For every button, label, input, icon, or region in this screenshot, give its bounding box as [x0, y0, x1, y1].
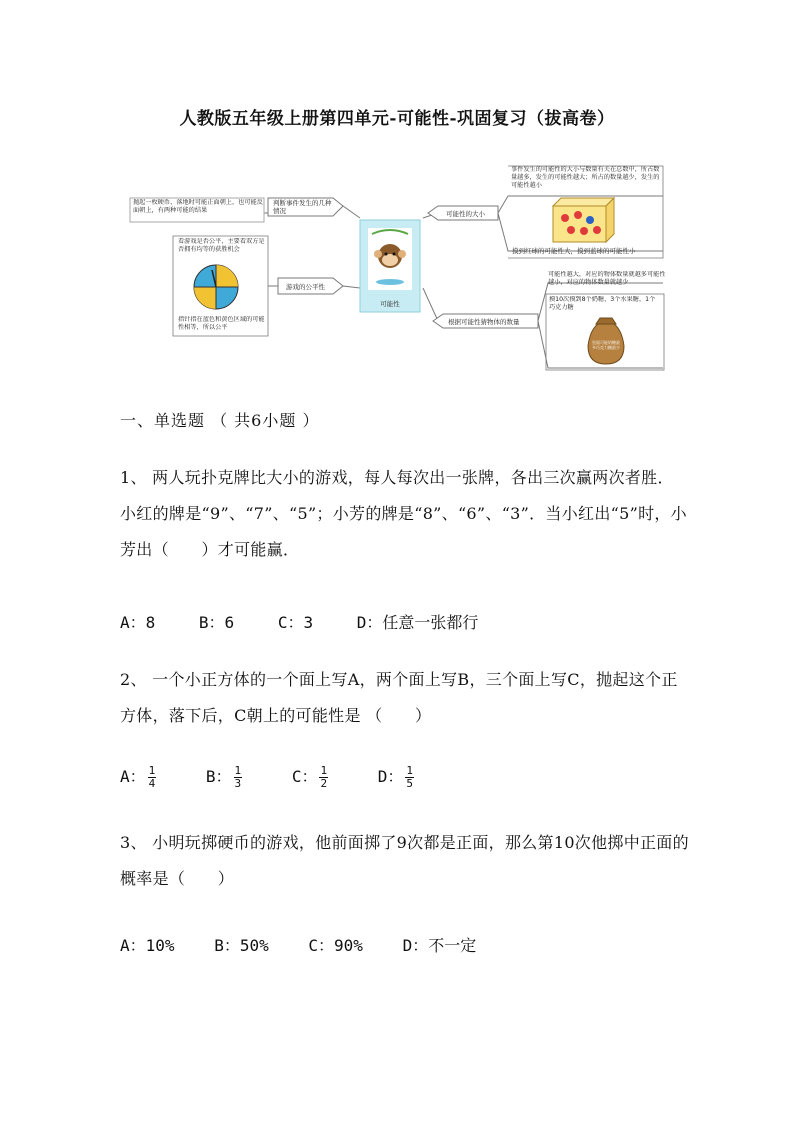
mind-map-center-node: [360, 220, 420, 312]
page-title: 人教版五年级上册第四单元-可能性-巩固复习（拔高卷）: [179, 109, 615, 129]
branch-note-top: 可能性越大，对应的物体数量就越多可能性越小，对应的物体数量就越少: [548, 271, 666, 286]
mind-map-center-label: 可能性: [380, 300, 400, 308]
left-branch-fairness: [173, 236, 343, 336]
option-a: A：8: [120, 613, 156, 632]
branch-note: 抛起一枚硬币，落地时可能正面朝上，也可能反面朝上，有两种可能的结果: [133, 199, 263, 214]
question-2: 2、 一个小正方体的一个面上写A，两个面上写B，三个面上写C，抛起这个正方体，落下后，C朝上的可能性是 （ ）: [120, 670, 678, 725]
option-b: B：6: [198, 613, 235, 632]
spinner-illustration: [194, 265, 238, 309]
branch-label: 根据可能性猜物体的数量: [448, 318, 520, 326]
branch-label: 判断事件发生的几种情况: [273, 199, 332, 215]
option-a: A：10%: [120, 936, 175, 955]
branch-note-bottom: 摸到红球的可能性大，摸到蓝球的可能性小: [512, 247, 636, 255]
option-d: D：任意一张都行: [356, 613, 479, 632]
section-heading: 一、单选题 （ 共6小题 ）: [120, 411, 320, 430]
branch-label: 游戏的公平性: [286, 283, 325, 291]
option-c: C：90%: [308, 936, 363, 955]
option-d: D： $\frac{1}{5}$: [377, 764, 413, 790]
branch-note-top: 看游戏是否公平，主要看双方是否拥有均等的获胜机会: [178, 238, 265, 253]
question-3: 3、 小明玩掷硬币的游戏，他前面掷了9次都是正面，那么第10次他掷中正面的概率是（ ）: [120, 833, 689, 888]
left-branch-judge: [130, 198, 343, 223]
option-d: D：不一定: [402, 936, 477, 955]
bag-label: 里面可能奶糖最多巧克力糖最少: [592, 340, 620, 350]
question-1-options: [120, 610, 508, 633]
option-a: A： $\frac{1}{4}$: [120, 764, 156, 790]
branch-label: 可能性的大小: [446, 210, 485, 218]
question-2-options: [120, 764, 444, 790]
option-b: B：50%: [214, 936, 269, 955]
right-branch-guess: [433, 271, 666, 370]
branch-note-top: 事件发生的可能性的大小与数量有关在总数中，所占数量越多，发生的可能性越大；所占的数量越少，发生的可能性越小: [511, 166, 660, 189]
branch-note-mid: 摸10次摸到8个奶糖，3个水果糖，1个巧克力糖: [549, 296, 656, 311]
branch-note-bottom: 指针指在蓝色和黄色区域的可能性相等，所以公平: [178, 316, 265, 331]
option-b: B： $\frac{1}{3}$: [205, 764, 242, 790]
option-c: C：3: [277, 613, 314, 632]
question-1: 1、 两人玩扑克牌比大小的游戏，每人每次出一张牌，各出三次赢两次者胜．小红的牌是“9”、“7”、“5”；小芳的牌是“8”、“6”、“3”．当小红出“5”时，小芳出（ ）才可能赢．: [120, 468, 687, 559]
mind-map: [128, 158, 668, 372]
ball-box-illustration: [553, 198, 614, 242]
bag-illustration: [588, 318, 624, 364]
right-branch-size: [428, 166, 663, 258]
option-c: C： $\frac{1}{2}$: [291, 764, 328, 790]
question-3-options: [120, 933, 506, 956]
